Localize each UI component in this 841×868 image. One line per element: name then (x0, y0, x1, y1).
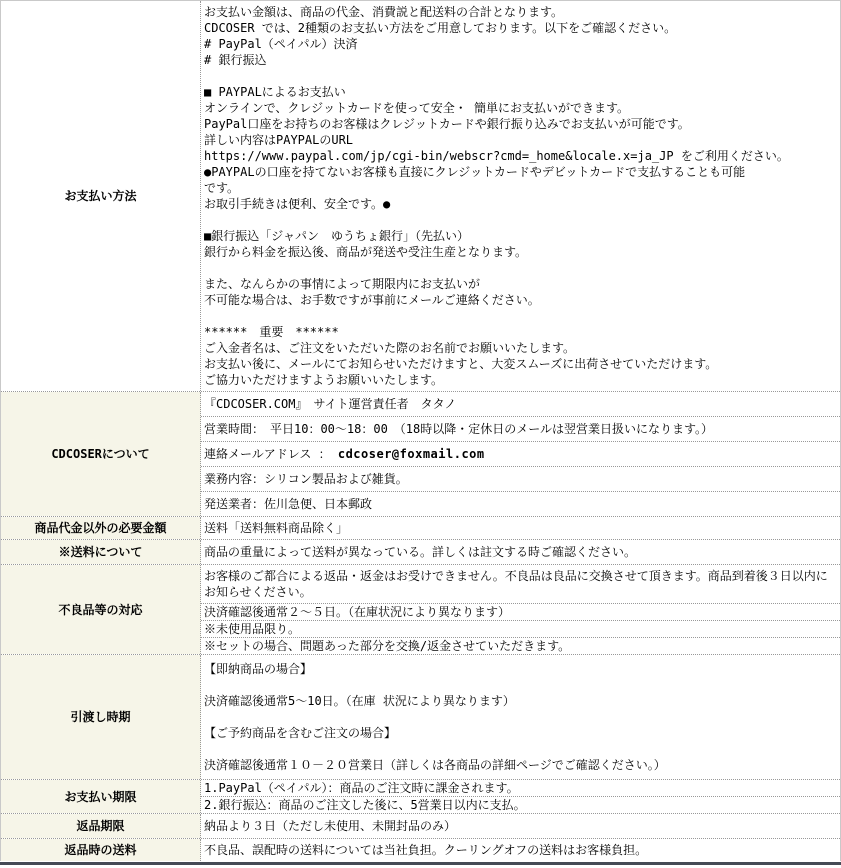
text-line (204, 212, 837, 228)
table-row (1, 565, 840, 655)
email-address: cdcoser@foxmail.com (337, 447, 485, 461)
row-header: 商品代金以外の必要金額 (1, 517, 201, 539)
text-line: 【ご予約商品を含むご注文の場合】 (204, 726, 397, 740)
text-line: # PayPal（ペイパル）決済 (204, 37, 358, 51)
content-cell (201, 603, 840, 620)
content-cell (201, 814, 840, 838)
row-header: CDCOSERについて (1, 392, 201, 516)
text-line: 銀行から料金を振込後、商品が発送や受注生産となります。 (204, 245, 528, 259)
text-line: ****** 重要 ****** (204, 325, 339, 339)
table-row (1, 814, 840, 839)
text-line: お取引手続きは便利、安全です。● (204, 197, 391, 211)
text-line: お客様のご都合による返品・返金はお受けできません。不良品は良品に交換させて頂きます。商品到着後３日以内にお知らせください。 (204, 569, 828, 599)
text-line: ※セットの場合、問題あった部分を交換/返金させていただきます。 (204, 639, 571, 653)
row-content (201, 814, 840, 838)
text-line: 1.PayPal（ペイパル）：商品のご注文時に課金されます。 (204, 781, 519, 795)
table-row (1, 392, 840, 517)
content-cell (201, 466, 840, 491)
text-line (204, 677, 837, 693)
text-line: ご入金者名は、ご注文をいただいた際のお名前でお願いいたします。 (204, 341, 576, 355)
text-line (204, 260, 837, 276)
table-row (1, 517, 840, 540)
text-line: ※未使用品限り。 (204, 622, 301, 636)
text-line: 不可能な場合は、お手数ですが事前にメールご連絡ください。 (204, 293, 540, 307)
text-line (204, 709, 837, 725)
table-row (1, 780, 840, 814)
text-line: # 銀行振込 (204, 53, 267, 67)
text-line: です。 (204, 181, 240, 195)
row-content (201, 517, 840, 539)
text-line: ●PAYPALの口座を持てないお客様も直接にクレジットカードやデビットカードで支払することも可能 (204, 165, 746, 179)
row-content (201, 392, 840, 516)
row-header: 不良品等の対応 (1, 565, 201, 654)
content-cell (201, 416, 840, 441)
text-line: お支払い金額は、商品の代金、消費説と配送料の合計となります。 (204, 5, 564, 19)
text-line: ■ PAYPALによるお支払い (204, 85, 346, 99)
content-cell (201, 491, 840, 516)
content-cell (201, 637, 840, 654)
row-content (201, 565, 840, 654)
text-line (204, 68, 837, 84)
row-content (201, 780, 840, 813)
text-line: 【即納商品の場合】 (204, 662, 313, 676)
text-line: 2.銀行振込：商品のご注文した後に、5営業日以内に支払。 (204, 798, 526, 812)
content-cell (201, 780, 840, 796)
content-cell (201, 839, 840, 861)
text-line: オンラインで、クレジットカードを使って安全・ 簡単にお支払いができます。 (204, 101, 630, 115)
row-header: 引渡し時期 (1, 655, 201, 779)
text-line: ■銀行振込「ジャパン ゆうちょ銀行」（先払い） (204, 229, 469, 243)
text-line: また、なんらかの事情によって期限内にお支払いが (204, 277, 481, 291)
text-line: 発送業者：佐川急便、日本郵政 (204, 497, 373, 511)
row-header: 返品期限 (1, 814, 201, 838)
text-line: ご協力いただけますようお願いいたします。 (204, 373, 444, 387)
text-line: https://www.paypal.com/jp/cgi-bin/webscr?cmd=_home&locale.x=ja_JP をご利用ください。 (204, 149, 789, 163)
content-cell (201, 441, 840, 466)
text-line: CDCOSER では、2種類のお支払い方法をご用意しております。以下をご確認ください。 (204, 21, 677, 35)
text-line: 業務内容：シリコン製品および雑貨。 (204, 472, 408, 486)
text-line: 詳しい内容はPAYPALのURL (204, 133, 354, 147)
bottom-bar (0, 862, 841, 865)
row-header: 返品時の送料 (1, 839, 201, 861)
table-row (1, 1, 840, 392)
row-header: お支払い期限 (1, 780, 201, 813)
text-line: 『CDCOSER.COM』 サイト運営責任者 タタノ (204, 397, 457, 411)
text-line: 営業時間： 平日10：00～18：00 （18時以降・定休日のメールは翌営業日扱いになります。） (204, 422, 714, 436)
text-line: 納品より３日（ただし未使用、未開封品のみ） (204, 819, 457, 833)
content-cell (201, 1, 840, 391)
row-content (201, 540, 840, 564)
content-cell (201, 796, 840, 813)
text-line: 連絡メールアドレス ： cdcoser@foxmail.com (204, 447, 485, 461)
row-content (201, 655, 840, 779)
text-line: 商品の重量によって送料が異なっている。詳しくは註文する時ご確認ください。 (204, 545, 637, 559)
row-header: お支払い方法 (1, 1, 201, 391)
text-line: 決済確認後通常5～10日。（在庫 状況により異なります） (204, 694, 515, 708)
row-content (201, 1, 840, 391)
text-line: 送料「送料無料商品除く」 (204, 521, 349, 535)
content-cell (201, 392, 840, 416)
content-cell (201, 540, 840, 564)
text-line (204, 308, 837, 324)
text-line: PayPal口座をお持ちのお客様はクレジットカードや銀行振り込みでお支払いが可能です。 (204, 117, 690, 131)
table-row (1, 655, 840, 780)
text-line: 不良品、誤配時の送料については当社負担。クーリングオフの送料はお客様負担。 (204, 843, 648, 857)
row-header: ※送料について (1, 540, 201, 564)
content-cell (201, 655, 840, 779)
text-line: お支払い後に、メールにてお知らせいただけますと、大変スムーズに出荷させていただけます。 (204, 357, 718, 371)
row-content (201, 839, 840, 861)
text-line (204, 741, 837, 757)
content-cell (201, 517, 840, 539)
text-line: 決済確認後通常１０－２０営業日（詳しくは各商品の詳細ページでご確認ください。） (204, 758, 666, 772)
table-row (1, 540, 840, 565)
content-cell (201, 620, 840, 637)
text-line: 決済確認後通常２～５日。（在庫状況により異なります） (204, 605, 511, 619)
table-row (1, 839, 840, 861)
content-cell (201, 565, 840, 603)
